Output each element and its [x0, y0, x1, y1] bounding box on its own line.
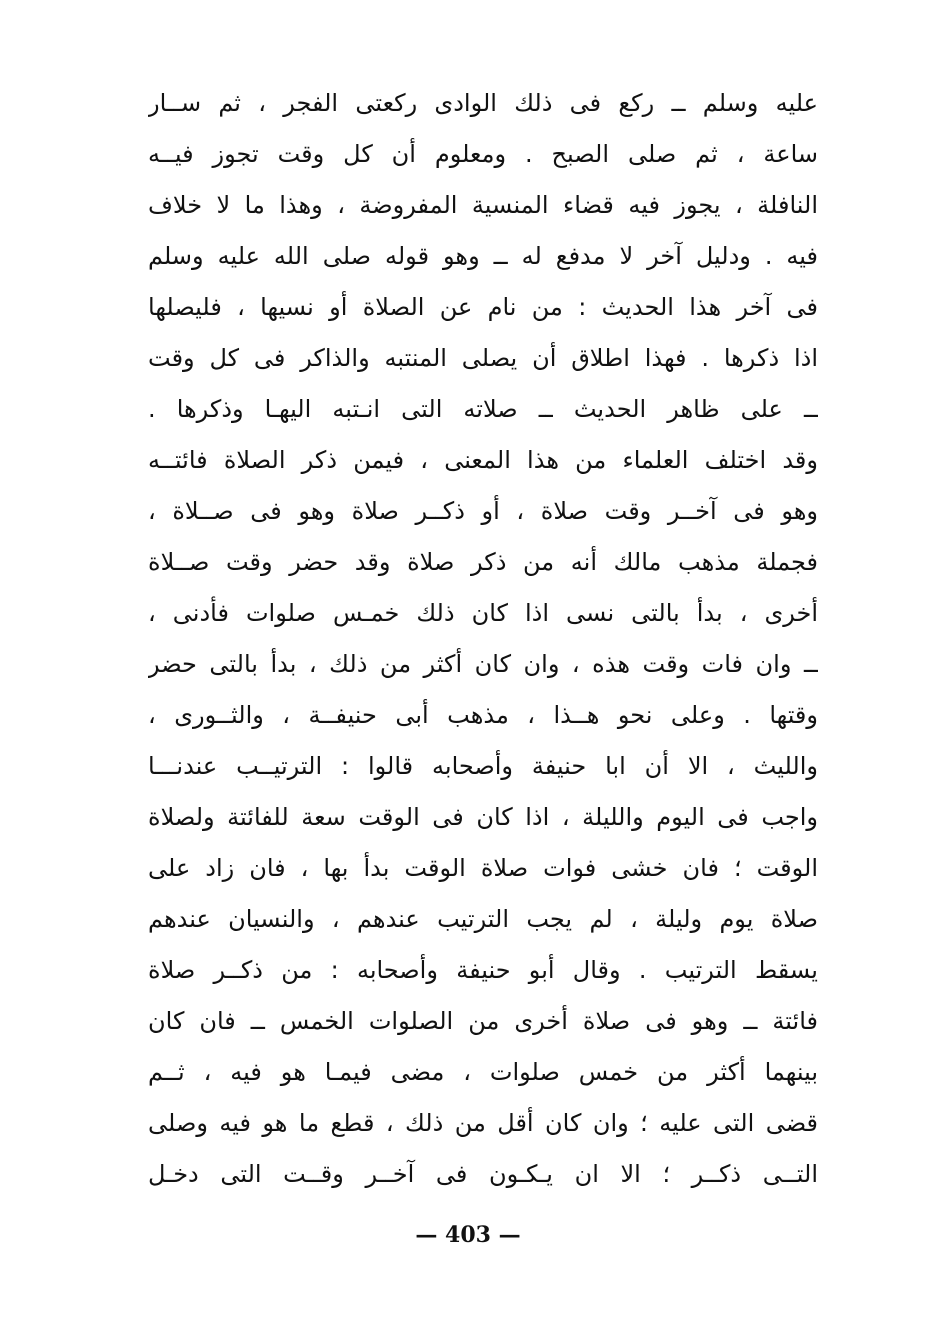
text-line: صلاة يوم وليلة ، لم يجب الترتيب عندهم ، والنسيان عندهم	[148, 905, 818, 933]
text-line: قضى التى عليه ؛ وان كان أقل من ذلك ، قطع ما هو فيه وصلى	[148, 1109, 818, 1137]
text-line: واجب فى اليوم والليلة ، اذا كان فى الوقت سعة للفائتة ولصلاة	[148, 803, 818, 831]
text-line: اذا ذكرها . فهذا اطلاق أن يصلى المنتبه والذاكر فى كل وقت	[148, 344, 818, 372]
text-line: ــ على ظاهر الحديث ــ صلاته التى انـتبه اليهـا وذكرها .	[148, 395, 818, 423]
text-line: أخرى ، بدأ بالتى نسى اذا كان ذلك خمـس صلوات فأدنى ،	[148, 599, 818, 627]
text-line: النافلة ، يجوز فيه قضاء المنسية المفروضة ، وهذا ما لا خلاف	[148, 191, 818, 219]
text-line: ساعة ، ثم صلى الصبح . ومعلوم أن كل وقت تجوز فيــه	[148, 140, 818, 168]
text-line: عليه وسلم ــ ركع فى ذلك الوادى ركعتى الفجر ، ثم ســار	[148, 89, 818, 117]
text-line: بينهما أكثر من خمس صلوات ، مضى فيمـا هو فيه ، ثــم	[148, 1058, 818, 1086]
text-line: فى آخر هذا الحديث : من نام عن الصلاة أو نسيها ، فليصلها	[148, 293, 818, 321]
text-line: التــى ذكــر ؛ الا ان يـكـون فى آخــر وقــت التى دخـل	[148, 1160, 818, 1188]
text-line: وقتها . وعلى نحو هــذا ، مذهب أبى حنيفــة ، والثــورى ،	[148, 701, 818, 729]
text-line: وهو فى آخــر وقت صلاة ، أو ذكــر صلاة وهو فى صــلاة ،	[148, 497, 818, 525]
text-line: والليث ، الا أن ابا حنيفة وأصحابه قالوا : الترتيــب عندنـــا	[148, 752, 818, 780]
text-line: فائتة ــ وهو فى صلاة أخرى من الصلوات الخمس ــ فان كان	[148, 1007, 818, 1035]
arabic-text-block	[148, 78, 818, 1200]
text-line: ــ وان فات وقت هذه ، وان كان أكثر من ذلك ، بدأ بالتى حضر	[148, 650, 818, 678]
text-line: الوقت ؛ فان خشى فوات صلاة الوقت بدأ بها ، فان زاد على	[148, 854, 818, 882]
page-number: — 403 —	[415, 1222, 521, 1248]
text-line: فجملة مذهب مالك أنه من ذكر صلاة وقد حضر وقت صــلاة	[148, 548, 818, 576]
text-line: وقد اختلف العلماء من هذا المعنى ، فيمن ذكر الصلاة فائتــه	[148, 446, 818, 474]
text-line: يسقط الترتيب . وقال أبو حنيفة وأصحابه : من ذكــر صلاة	[148, 956, 818, 984]
text-line: فيه . ودليل آخر لا مدفع له ــ وهو قوله صلى الله عليه وسلم	[148, 242, 818, 270]
